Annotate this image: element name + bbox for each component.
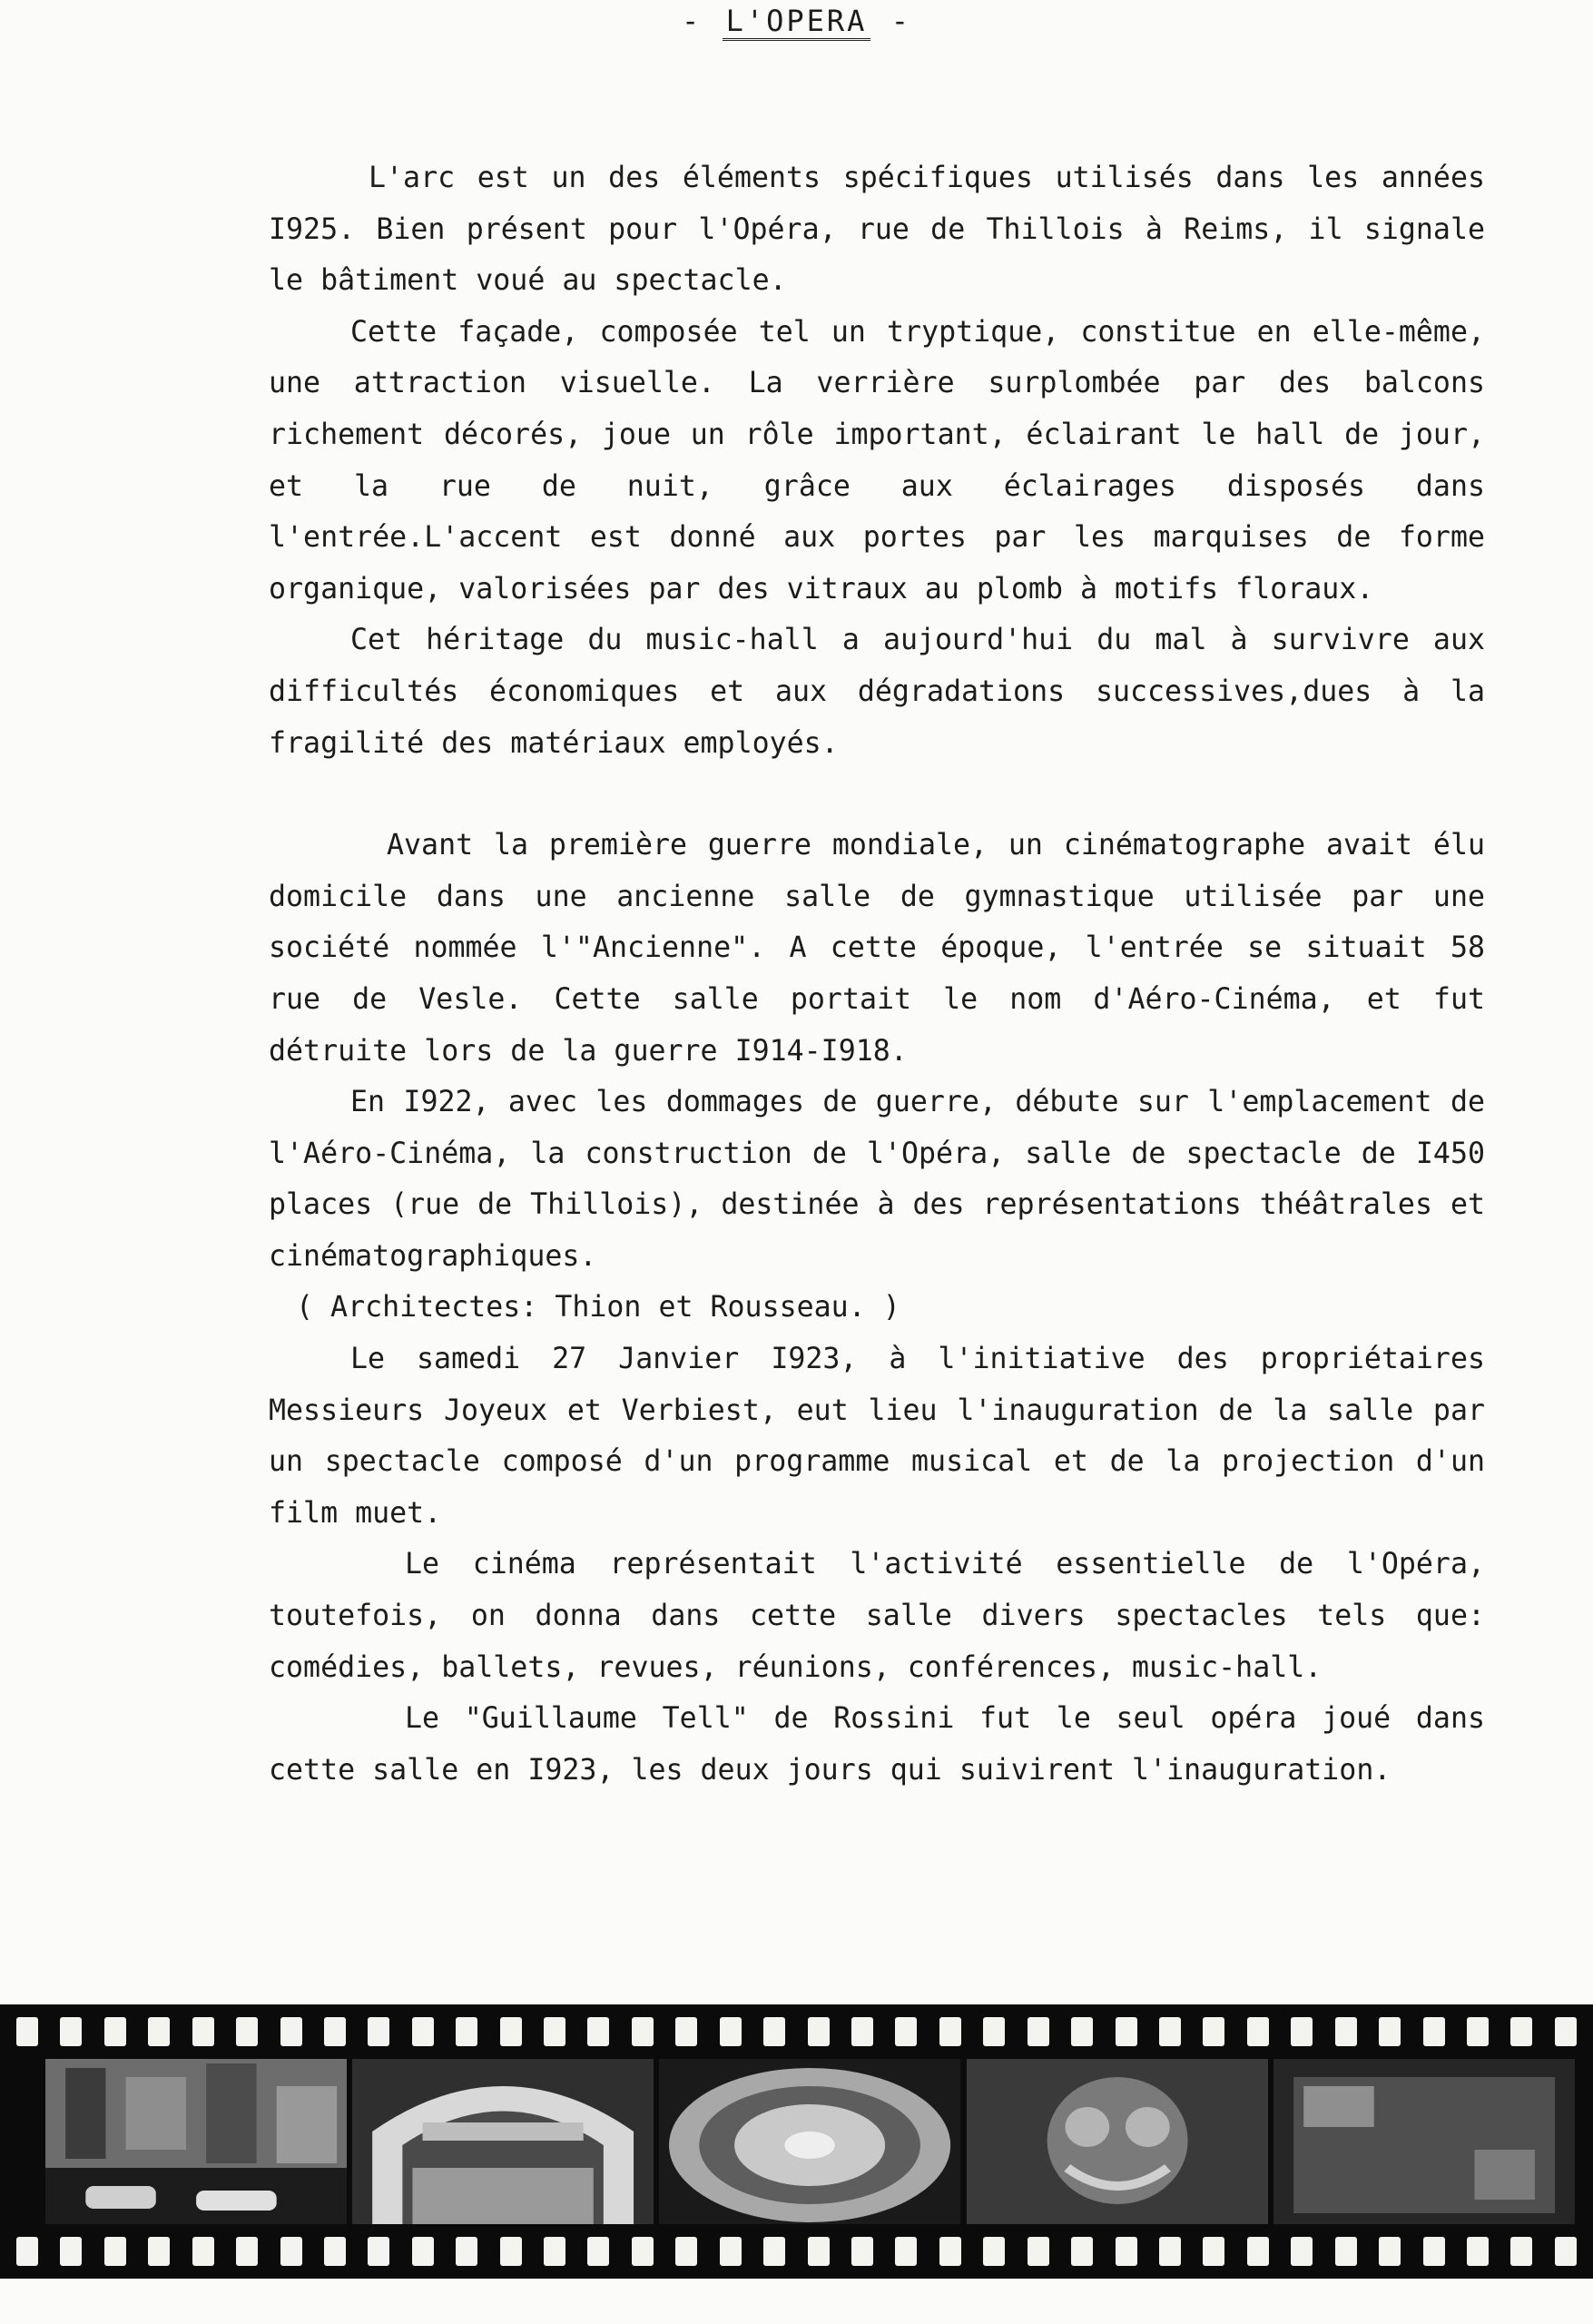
sprocket-hole [1159,2017,1181,2046]
sprocket-hole [368,2017,389,2046]
paragraph: En I922, avec les dommages de guerre, débute sur l'emplacement de l'Aéro-Cinéma, la construction de l'Opéra, salle de spectacle de I450 places (rue de Thillois), destinée à des représentations théâtrales et cinématographiques. [269,1086,1485,1273]
sprocket-hole [1247,2017,1269,2046]
sprocket-hole [632,2017,654,2046]
sprocket-hole [324,2237,346,2266]
sprocket-hole [456,2237,477,2266]
sprocket-hole [763,2237,785,2266]
sprocket-hole [808,2017,830,2046]
paragraph: Cet héritage du music-hall a aujourd'hui du mal à survivre aux difficultés économiques et aux dégradations successives,dues à la fragilité des matériaux employés. [269,624,1485,760]
sprocket-hole [280,2017,302,2046]
sprocket-hole [939,2017,961,2046]
sprocket-hole [1379,2237,1401,2266]
sprocket-hole [60,2237,82,2266]
page-header: - L'OPERA - [0,4,1593,38]
body-text [269,153,1485,1796]
sprocket-hole [104,2017,126,2046]
paragraph: L'arc est un des éléments spécifiques utilisés dans les années I925. Bien présent pour l'Opéra, rue de Thillois à Reims, il signale le bâtiment voué au spectacle. [269,162,1485,298]
paragraph: ( Architectes: Thion et Rousseau. ) [296,1291,900,1324]
paragraph: Le samedi 27 Janvier I923, à l'initiative des propriétaires Messieurs Joyeux et Verbiest, eut lieu l'inauguration de la salle par un spectacle composé d'un programme musical et de la projection d'un film muet. [269,1343,1485,1530]
sprocket-hole [148,2237,170,2266]
sprocket-holes-bottom [16,2237,1577,2266]
sprocket-hole [851,2017,873,2046]
sprocket-hole [675,2237,697,2266]
sprocket-hole [1028,2237,1049,2266]
sprocket-hole [720,2237,742,2266]
sprocket-hole [1028,2017,1049,2046]
film-frame-ornament [967,2059,1268,2224]
sprocket-hole [1116,2237,1137,2266]
sprocket-hole [280,2237,302,2266]
sprocket-hole [587,2017,609,2046]
sprocket-hole [1423,2017,1445,2046]
sprocket-hole [1071,2237,1093,2266]
sprocket-hole [1335,2017,1357,2046]
sprocket-hole [720,2017,742,2046]
film-strip-image [0,2004,1593,2279]
sprocket-hole [895,2237,917,2266]
film-frame-street-facade [45,2059,347,2224]
film-frame-ceiling-dome [659,2059,960,2224]
sprocket-hole [192,2237,214,2266]
sprocket-hole [1423,2237,1445,2266]
sprocket-hole [1116,2017,1137,2046]
sprocket-hole [632,2237,654,2266]
sprocket-hole [939,2237,961,2266]
sprocket-hole [368,2237,389,2266]
sprocket-hole [544,2237,565,2266]
sprocket-hole [544,2017,565,2046]
sprocket-hole [1555,2017,1577,2046]
sprocket-hole [16,2237,38,2266]
sprocket-holes-top [16,2017,1577,2046]
sprocket-hole [60,2017,82,2046]
sprocket-hole [456,2017,477,2046]
sprocket-hole [1159,2237,1181,2266]
film-frame-arch [352,2059,654,2224]
sprocket-hole [236,2237,258,2266]
sprocket-hole [1291,2237,1313,2266]
sprocket-hole [808,2237,830,2266]
sprocket-hole [192,2017,214,2046]
sprocket-hole [895,2017,917,2046]
sprocket-hole [500,2237,522,2266]
sprocket-hole [324,2017,346,2046]
sprocket-hole [1510,2017,1532,2046]
sprocket-hole [1335,2237,1357,2266]
sprocket-hole [1379,2017,1401,2046]
sprocket-hole [236,2017,258,2046]
sprocket-hole [148,2017,170,2046]
film-frame-panel [1273,2059,1575,2224]
sprocket-hole [1510,2237,1532,2266]
sprocket-hole [1467,2237,1489,2266]
sprocket-hole [983,2017,1005,2046]
sprocket-hole [675,2017,697,2046]
sprocket-hole [851,2237,873,2266]
sprocket-hole [1071,2017,1093,2046]
paragraph: Le "Guillaume Tell" de Rossini fut le seul opéra joué dans cette salle en I923, les deux jours qui suivirent l'inauguration. [269,1702,1485,1787]
sprocket-hole [1203,2017,1224,2046]
sprocket-hole [500,2017,522,2046]
sprocket-hole [1291,2017,1313,2046]
paragraph: Le cinéma représentait l'activité essentielle de l'Opéra, toutefois, on donna dans cette salle divers spectacles tels que: comédies, ballets, revues, réunions, conférences, music-hall. [269,1548,1485,1684]
paragraph: Cette façade, composée tel un tryptique, constitue en elle-même, une attraction visuelle. La verrière surplombée par des balcons richement décorés, joue un rôle important, éclairant le hall de jour, et la rue de nuit, grâce aux éclairages disposés dans l'entrée.L'accent est donné aux portes par les marquises de forme organique, valorisées par des vitraux au plomb à motifs floraux. [269,315,1485,606]
sprocket-hole [1203,2237,1224,2266]
sprocket-hole [1467,2017,1489,2046]
sprocket-hole [104,2237,126,2266]
sprocket-hole [587,2237,609,2266]
paragraph: Avant la première guerre mondiale, un cinématographe avait élu domicile dans une ancienne salle de gymnastique utilisée par une société nommée l'"Ancienne". A cette époque, l'entrée se situait 58 rue de Vesle. Cette salle portait le nom d'Aéro-Cinéma, et fut détruite lors de la guerre I914-I918. [269,829,1485,1068]
sprocket-hole [763,2017,785,2046]
sprocket-hole [1247,2237,1269,2266]
sprocket-hole [412,2017,434,2046]
sprocket-hole [412,2237,434,2266]
sprocket-hole [1555,2237,1577,2266]
sprocket-hole [16,2017,38,2046]
page-title: L'OPERA [723,4,871,41]
sprocket-hole [983,2237,1005,2266]
